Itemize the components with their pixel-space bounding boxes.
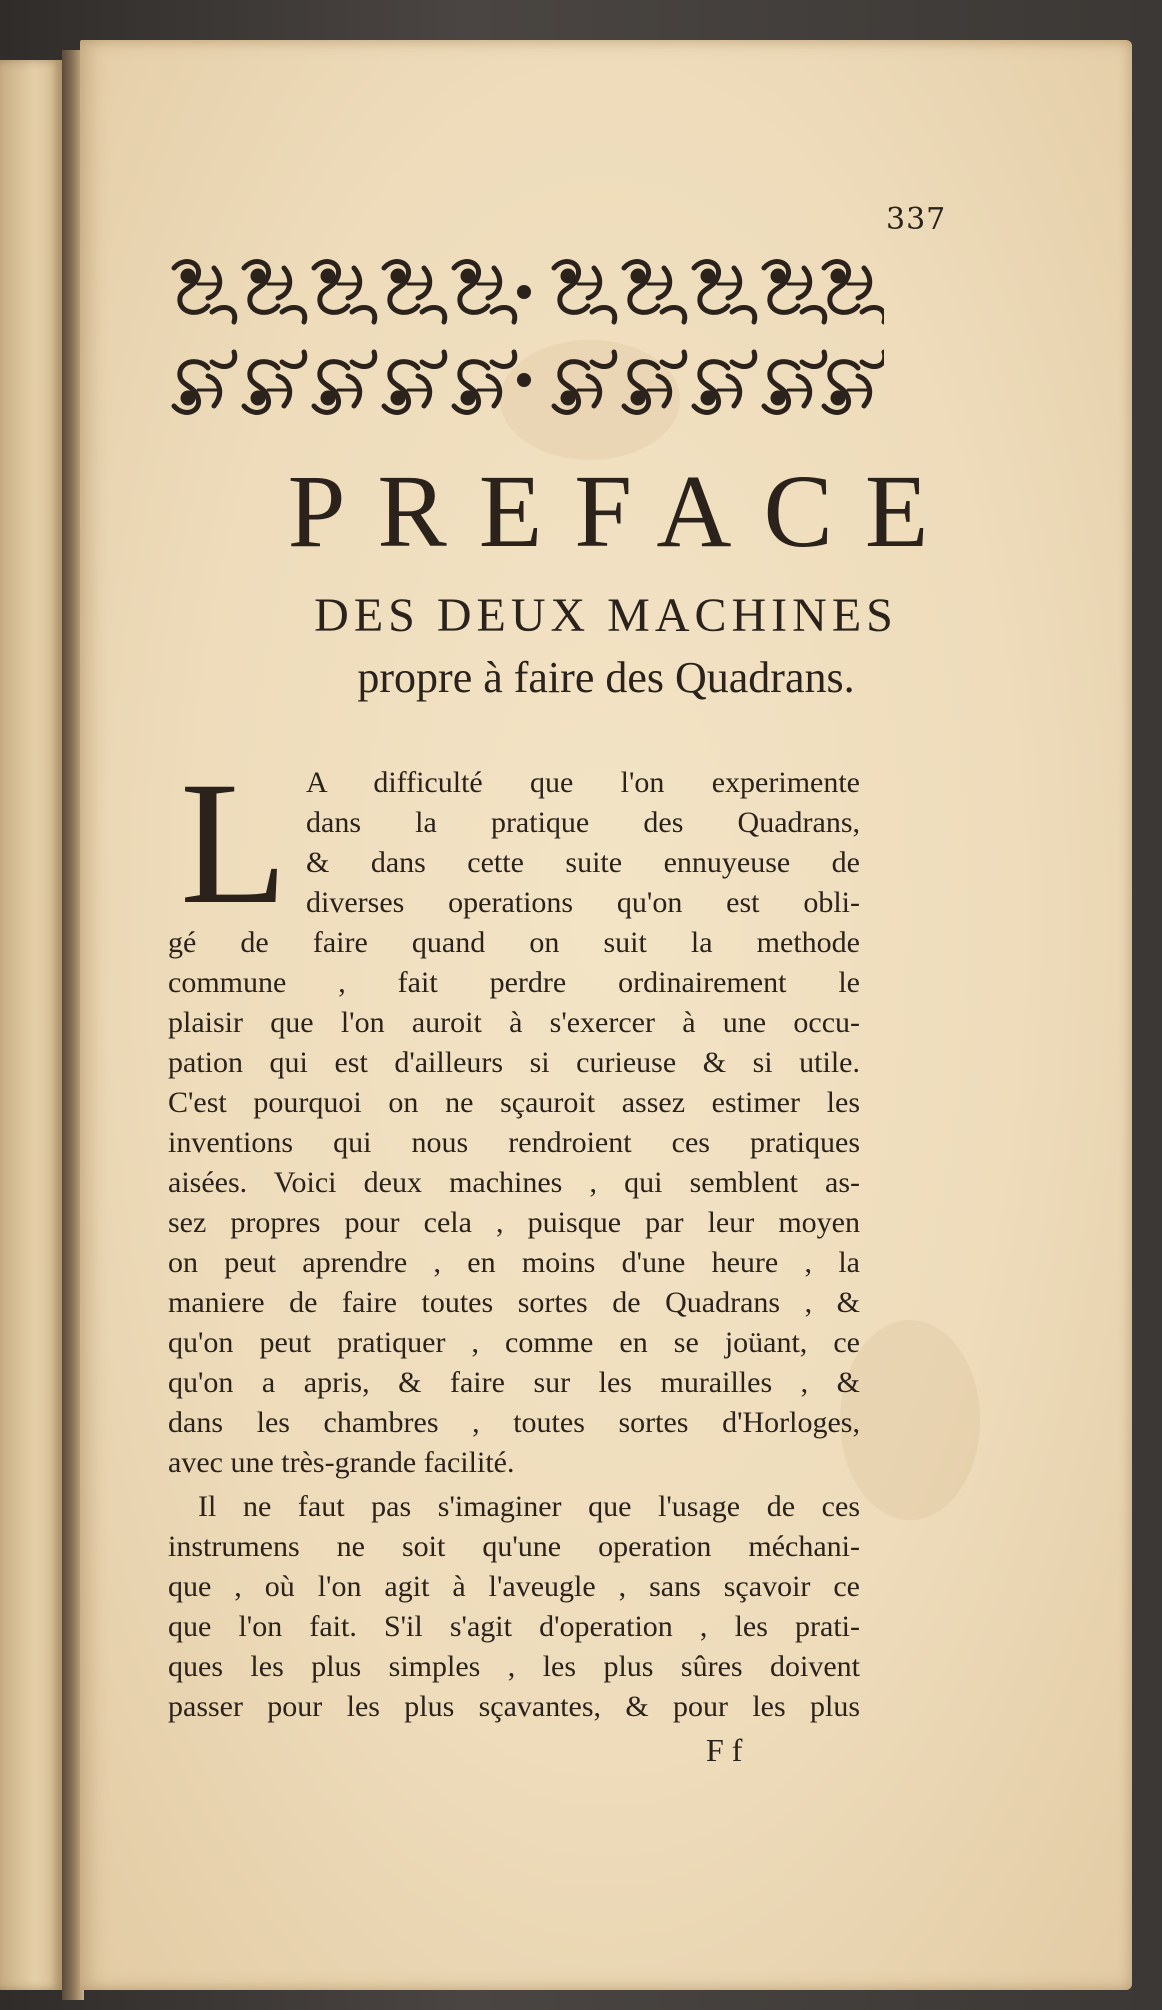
text-line: sez propres pour cela , puisque par leur moyen [168, 1206, 860, 1239]
text-line: pation qui est d'ailleurs si curieuse & si utile. [168, 1046, 860, 1079]
page-title: PREFACE [287, 454, 961, 569]
text-line: plaisir que l'on auroit à s'exercer à une occu- [168, 1006, 860, 1039]
ornamental-headpiece [164, 250, 884, 426]
text-line: on peut aprendre , en moins d'une heure , la [168, 1246, 860, 1279]
text-line: passer pour les plus sçavantes, & pour les plus [168, 1690, 860, 1723]
text-line: aisées. Voici deux machines , qui semblent as- [168, 1166, 860, 1199]
text-line: Il ne faut pas s'imaginer que l'usage de ces [198, 1490, 860, 1523]
drop-cap: L [180, 746, 288, 941]
book-page [80, 40, 1132, 1990]
subtitle-line-1: DES DEUX MACHINES [314, 589, 898, 642]
page-number: 337 [886, 202, 947, 237]
text-line: gé de faire quand on suit la methode [168, 926, 860, 959]
text-line: dans les chambres , toutes sortes d'Horloges, [168, 1406, 860, 1439]
text-line: C'est pourquoi on ne sçauroit assez estimer les [168, 1086, 860, 1119]
text-line: A difficulté que l'on experimente [306, 766, 860, 799]
text-line: que l'on fait. S'il s'agit d'operation , les prati- [168, 1610, 860, 1643]
text-line: dans la pratique des Quadrans, [306, 806, 860, 839]
text-line: instrumens ne soit qu'une operation méchani- [168, 1530, 860, 1563]
signature-mark: Ff [706, 1732, 751, 1768]
subtitle-line-2: propre à faire des Quadrans. [357, 653, 855, 702]
paper-stain [840, 1320, 980, 1520]
text-line-last: avec une très-grande facilité. [168, 1446, 515, 1479]
text-line: ques les plus simples , les plus sûres doivent [168, 1650, 860, 1683]
text-line: que , où l'on agit à l'aveugle , sans sçavoir ce [168, 1570, 860, 1603]
text-line: & dans cette suite ennuyeuse de [306, 846, 860, 879]
text-line: diverses operations qu'on est obli- [306, 886, 860, 919]
text-line: commune , fait perdre ordinairement le [168, 966, 860, 999]
facing-page-edge [0, 60, 62, 1990]
text-line: inventions qui nous rendroient ces pratiques [168, 1126, 860, 1159]
text-line: qu'on a apris, & faire sur les murailles , & [168, 1366, 860, 1399]
text-line: maniere de faire toutes sortes de Quadrans , & [168, 1286, 860, 1319]
text-line: qu'on peut pratiquer , comme en se joüant, ce [168, 1326, 860, 1359]
